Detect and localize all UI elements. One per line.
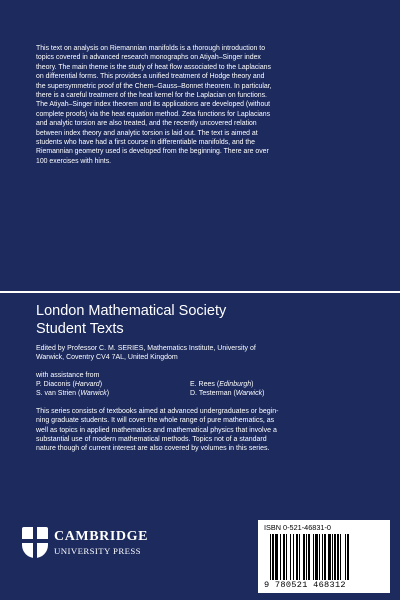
divider-line xyxy=(0,291,400,293)
series-editor: Edited by Professor C. M. SERIES, Mathematics Institute, University of Warwick, Coventry CV4 7AL, United Kingdom xyxy=(36,345,256,362)
assistant-name: D. Testerman xyxy=(190,390,232,397)
cambridge-shield-icon xyxy=(22,527,48,558)
barcode-digits: 9 780521 468312 xyxy=(264,580,346,590)
assistant-affiliation: Warwick xyxy=(235,390,263,397)
assistant-entry: E. Rees (Edinburgh) xyxy=(190,381,254,388)
publisher-logo xyxy=(22,527,149,573)
assistant-entry: P. Diaconis (Harvard) xyxy=(36,381,103,388)
assistant-entry: D. Testerman (Warwick) xyxy=(190,390,265,397)
assistant-entry: S. van Strien (Warwick) xyxy=(36,390,110,397)
barcode-icon xyxy=(270,534,376,580)
assistant-affiliation: Warwick xyxy=(80,390,107,397)
assistant-affiliation: Harvard xyxy=(74,381,100,388)
publisher-name: CAMBRIDGE xyxy=(54,529,149,544)
assistant-name: P. Diaconis xyxy=(36,381,71,388)
book-description: This text on analysis on Riemannian manifolds is a thorough introduction to topics covered in advanced research monographs on Atiyah–Singer index theory. The main theme is the study of heat flow associated to the Laplacians on differential forms. This provides a unified treatment of Hodge theory and the supersymmetric proof of the Chern–Gauss–Bonnet theorem. In particular, there is a careful treatment of the heat kernel for the Laplacian on functions. The Atiyah–Singer index theorem and its applications are developed (without complete proofs) via the heat equation method. Zeta functions for Laplacians and analytic torsion are also treated, and the recently uncovered relation between index theory and analytic torsion is laid out. The text is aimed at students who have had a first course in differentiable manifolds, and the Riemannian geometry used is developed from the beginning. There are over 100 exercises with hints. xyxy=(36,45,272,165)
series-title: London Mathematical Society Student Texts xyxy=(36,303,227,337)
assistant-affiliation: Edinburgh xyxy=(219,381,252,388)
publisher-press: UNIVERSITY PRESS xyxy=(54,546,141,556)
isbn-barcode-box xyxy=(258,520,390,593)
isbn-label: ISBN 0-521-46831-0 xyxy=(264,523,331,532)
assistant-name: S. van Strien xyxy=(36,390,77,397)
assistant-name: E. Rees xyxy=(190,381,215,388)
series-description: This series consists of textbooks aimed at advanced undergraduates or begin- ning graduate students. It will cover the whole range of pure mathematics, as well as topics in applied mathematics and mathematical physics that involve a substantial use of modern mathematical methods. Topics not of a standard nature though of current interest are also covered by volumes in this series. xyxy=(36,408,279,453)
assistance-heading: with assistance from xyxy=(36,372,100,379)
